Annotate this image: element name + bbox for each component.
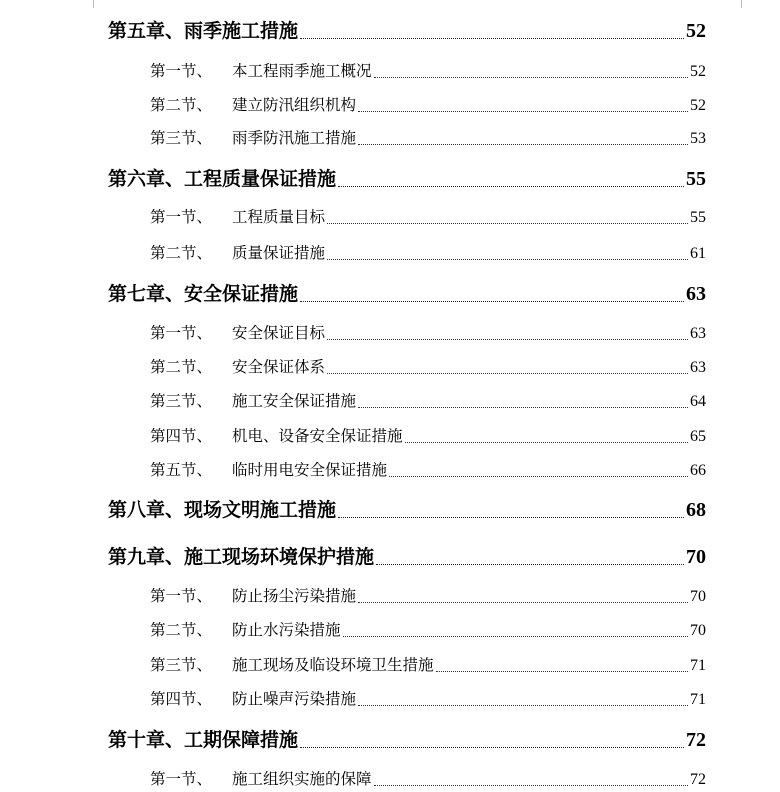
chapter-title: 第八章、现场文明施工措施 — [108, 499, 337, 521]
chapter-title: 第九章、施工现场环境保护措施 — [108, 546, 375, 568]
chapter-page-number: 52 — [686, 20, 706, 42]
section-number: 第二节、 — [150, 244, 213, 262]
section-title: 施工安全保证措施 — [232, 392, 357, 410]
toc-section[interactable] — [150, 59, 706, 81]
toc-section[interactable] — [150, 687, 706, 709]
section-title: 建立防汛组织机构 — [232, 96, 357, 114]
chapter-title: 第十章、工期保障措施 — [108, 729, 299, 751]
section-title: 施工组织实施的保障 — [232, 770, 372, 788]
toc-section[interactable] — [150, 205, 706, 227]
section-number: 第一节、 — [150, 587, 213, 605]
section-title: 本工程雨季施工概况 — [232, 62, 372, 80]
toc-section[interactable] — [150, 389, 706, 411]
dot-leader — [300, 301, 684, 302]
dot-leader — [338, 186, 684, 187]
chapter-title: 第六章、工程质量保证措施 — [108, 168, 337, 190]
section-page-number: 71 — [690, 657, 706, 674]
chapter-page-number: 72 — [686, 729, 706, 751]
toc-section[interactable] — [150, 126, 706, 148]
toc-section[interactable] — [150, 241, 706, 263]
section-page-number: 64 — [690, 393, 706, 410]
section-title: 临时用电安全保证措施 — [232, 461, 388, 479]
section-page-number: 53 — [690, 130, 706, 147]
section-title: 施工现场及临设环境卫生措施 — [232, 656, 434, 674]
toc-chapter-10[interactable] — [108, 726, 706, 752]
section-number: 第三节、 — [150, 392, 213, 410]
chapter-title: 第五章、雨季施工措施 — [108, 20, 299, 42]
toc-section[interactable] — [150, 458, 706, 480]
section-page-number: 72 — [690, 771, 706, 788]
section-page-number: 55 — [690, 209, 706, 226]
toc-section[interactable] — [150, 653, 706, 675]
dot-leader — [436, 671, 688, 672]
toc-section[interactable] — [150, 584, 706, 606]
dot-leader — [300, 38, 684, 39]
section-number: 第二节、 — [150, 621, 213, 639]
toc-chapter-5[interactable] — [108, 17, 706, 43]
toc-chapter-8[interactable] — [108, 496, 706, 522]
section-title: 雨季防汛施工措施 — [232, 129, 357, 147]
section-number: 第一节、 — [150, 62, 213, 80]
section-title: 防止水污染措施 — [232, 621, 341, 639]
dot-leader — [300, 747, 684, 748]
section-title: 防止扬尘污染措施 — [232, 587, 357, 605]
chapter-page-number: 70 — [686, 546, 706, 568]
section-title: 质量保证措施 — [232, 244, 326, 262]
toc-chapter-6[interactable] — [108, 165, 706, 191]
toc-section[interactable] — [150, 618, 706, 640]
dot-leader — [405, 442, 688, 443]
toc-section[interactable] — [150, 321, 706, 343]
section-number: 第四节、 — [150, 690, 213, 708]
section-number: 第四节、 — [150, 427, 213, 445]
section-number: 第二节、 — [150, 358, 213, 376]
dot-leader — [327, 259, 688, 260]
section-page-number: 65 — [690, 428, 706, 445]
toc-chapter-9[interactable] — [108, 543, 706, 569]
section-page-number: 61 — [690, 245, 706, 262]
section-page-number: 70 — [690, 588, 706, 605]
toc-section[interactable] — [150, 424, 706, 446]
section-number: 第五节、 — [150, 461, 213, 479]
toc-section[interactable] — [150, 767, 706, 789]
section-page-number: 52 — [690, 63, 706, 80]
dot-leader — [358, 144, 688, 145]
dot-leader — [358, 111, 688, 112]
dot-leader — [358, 407, 688, 408]
section-page-number: 71 — [690, 691, 706, 708]
section-page-number: 66 — [690, 462, 706, 479]
section-page-number: 52 — [690, 97, 706, 114]
section-number: 第三节、 — [150, 129, 213, 147]
section-page-number: 63 — [690, 325, 706, 342]
section-title: 机电、设备安全保证措施 — [232, 427, 403, 445]
dot-leader — [358, 705, 688, 706]
toc-chapter-7[interactable] — [108, 280, 706, 306]
dot-leader — [376, 564, 684, 565]
toc-section[interactable] — [150, 355, 706, 377]
section-number: 第一节、 — [150, 770, 213, 788]
dot-leader — [327, 223, 688, 224]
dot-leader — [358, 602, 688, 603]
chapter-page-number: 68 — [686, 499, 706, 521]
section-number: 第一节、 — [150, 324, 213, 342]
dot-leader — [374, 77, 688, 78]
chapter-page-number: 63 — [686, 283, 706, 305]
chapter-title: 第七章、安全保证措施 — [108, 283, 299, 305]
section-page-number: 70 — [690, 622, 706, 639]
section-number: 第二节、 — [150, 96, 213, 114]
dot-leader — [374, 785, 688, 786]
section-title: 安全保证体系 — [232, 358, 326, 376]
section-number: 第一节、 — [150, 208, 213, 226]
section-page-number: 63 — [690, 359, 706, 376]
dot-leader — [338, 517, 684, 518]
section-title: 防止噪声污染措施 — [232, 690, 357, 708]
dot-leader — [327, 373, 688, 374]
toc-section[interactable] — [150, 93, 706, 115]
section-title: 工程质量目标 — [232, 208, 326, 226]
dot-leader — [327, 339, 688, 340]
dot-leader — [343, 636, 688, 637]
section-number: 第三节、 — [150, 656, 213, 674]
chapter-page-number: 55 — [686, 168, 706, 190]
dot-leader — [389, 476, 688, 477]
section-title: 安全保证目标 — [232, 324, 326, 342]
